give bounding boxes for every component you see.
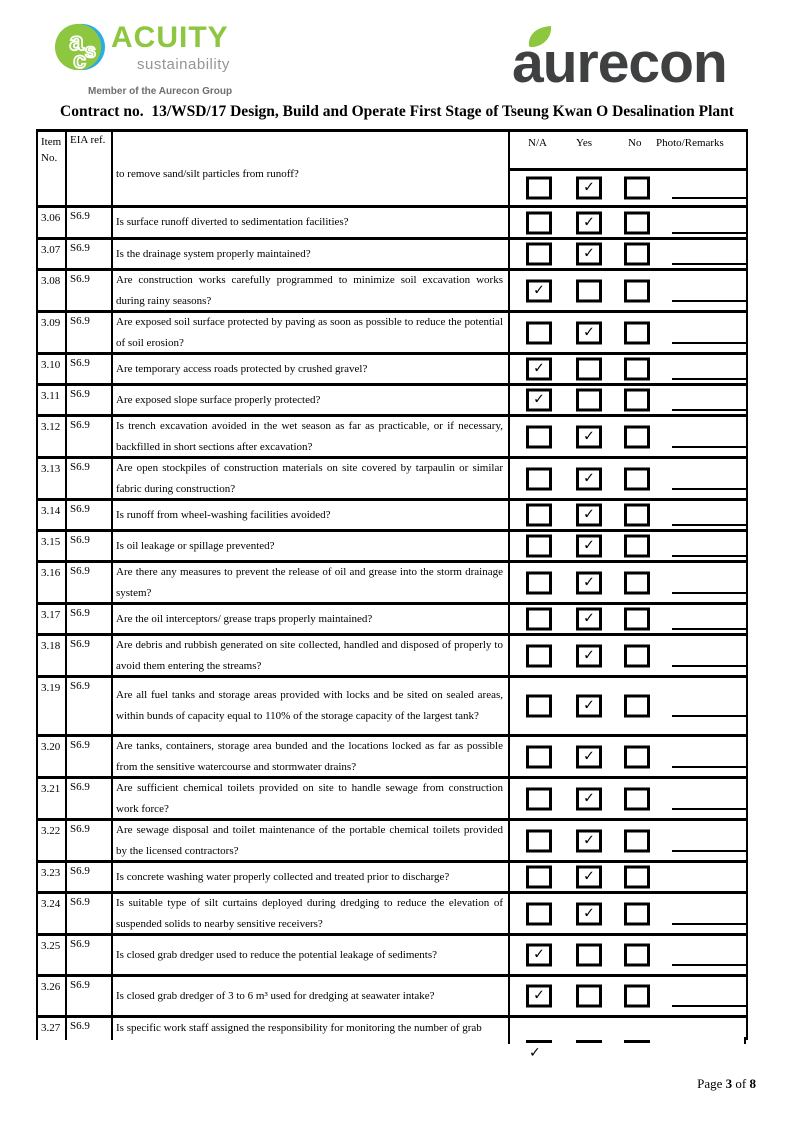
checkbox-na[interactable] [526,644,552,667]
answer-cell [510,636,746,675]
checkbox-yes[interactable] [576,389,602,412]
photo-remarks-line[interactable] [672,488,746,490]
question-cell [113,417,510,456]
item-no: 3.19 [38,678,67,734]
eia-ref: S6.9 [67,894,113,933]
item-no: 3.26 [38,977,67,1015]
col-header-eia: EIA ref. [67,132,113,205]
question-cell [113,386,510,414]
eia-ref: S6.9 [67,936,113,974]
item-no: 3.23 [38,863,67,891]
item-no: 3.27 [38,1018,67,1040]
checkbox-yes[interactable]: ✓ [576,243,602,266]
photo-remarks-line[interactable] [672,555,746,557]
answer-cell [510,459,746,498]
eia-ref: S6.9 [67,1018,113,1040]
checkbox-no[interactable] [624,321,650,344]
question-text: Is specific work staff assigned the responsibility for monitoring the number of grab [116,1022,482,1034]
eia-ref: S6.9 [67,605,113,633]
answer-cell [510,386,746,414]
checkbox-no[interactable] [624,644,650,667]
question-text: Are construction works carefully programmed to minimize soil excavation works during rainy seasons? [116,273,503,307]
checkbox-yes[interactable]: ✓ [576,321,602,344]
question-cell [113,563,510,602]
item-no: 3.09 [38,313,67,352]
photo-remarks-line[interactable] [672,197,746,199]
answer-cell [510,501,746,529]
photo-remarks-line[interactable] [672,964,746,966]
item-no: 3.13 [38,459,67,498]
question-cell [113,636,510,675]
table-header [38,132,746,208]
checkbox-no[interactable] [624,425,650,448]
total-pages: 8 [749,1076,756,1091]
checkbox-yes[interactable]: ✓ [576,695,602,718]
photo-remarks-line[interactable] [672,850,746,852]
eia-ref: S6.9 [67,636,113,675]
eia-ref: S6.9 [67,678,113,734]
checkbox-yes[interactable]: ✓ [576,467,602,490]
col-header-photo: Photo/Remarks [656,137,724,149]
checkbox-top-fragment-no [624,1040,650,1043]
checkbox-na[interactable] [526,243,552,266]
photo-remarks-line[interactable] [672,409,746,411]
eia-ref: S6.9 [67,313,113,352]
checkbox-na[interactable] [526,608,552,631]
checklist-table [36,129,748,1040]
checkbox-yes[interactable]: ✓ [576,745,602,768]
question-text: Is surface runoff diverted to sedimentation facilities? [116,216,349,228]
checkbox-no[interactable] [624,279,650,302]
answer-cell [510,605,746,633]
table-row [38,605,746,636]
answer-cell [510,779,746,818]
eia-ref: S6.9 [67,355,113,383]
checkbox-na[interactable] [526,425,552,448]
photo-remarks-line[interactable] [672,1005,746,1007]
question-cell [113,240,510,268]
photo-remarks-line[interactable] [672,342,746,344]
question-cell [113,894,510,933]
table-row [38,417,746,459]
question-cell [113,737,510,776]
table-row [38,532,746,563]
photo-remarks-line[interactable] [672,715,746,717]
table-body [38,208,746,1018]
item-no: 3.07 [38,240,67,268]
answer-cell [510,313,746,352]
question-text: Are there any measures to prevent the release of oil and grease into the storm drainage system? [116,565,503,599]
question-cell [113,605,510,633]
question-cell [113,936,510,974]
answer-cell [510,863,746,891]
eia-ref: S6.9 [67,417,113,456]
checkbox-na[interactable] [526,745,552,768]
checkbox-na[interactable]: ✓ [526,279,552,302]
photo-remarks-line[interactable] [672,378,746,380]
checkbox-no[interactable] [624,608,650,631]
checkbox-no[interactable] [624,504,650,527]
overflow-checkmark: ✓ [529,1045,541,1061]
eia-ref: S6.9 [67,863,113,891]
question-text: Are tanks, containers, storage area bunded and the locations locked as far as possible from the sensitive watercourse and stormwater drains? [116,739,503,773]
table-row [38,737,746,779]
checkbox-na[interactable] [526,211,552,234]
document-title: Contract no. 13/WSD/17 Design, Build and Operate First Stage of Tseung Kwan O Desalination Plant [60,103,734,120]
checkbox-top-fragment-na [526,1040,552,1043]
checkbox-yes[interactable]: ✓ [576,644,602,667]
table-row [38,636,746,678]
table-row [38,386,746,417]
eia-ref: S6.9 [67,271,113,310]
aurecon-wordmark: aurecon [512,31,727,95]
col-header-no: No [628,137,642,149]
answer-cell [510,355,746,383]
table-row [38,563,746,605]
question-text: Is closed grab dredger used to reduce the potential leakage of sediments? [116,948,438,961]
eia-ref: S6.9 [67,563,113,602]
item-no: 3.14 [38,501,67,529]
checkbox-na[interactable] [526,535,552,558]
eia-ref: S6.9 [67,501,113,529]
eia-ref: S6.9 [67,240,113,268]
col-header-yes: Yes [576,137,593,149]
table-row [38,977,746,1018]
table-row [38,936,746,977]
table-row [38,313,746,355]
question-text: Are the oil interceptors/ grease traps properly maintained? [116,612,373,625]
table-row [38,355,746,386]
photo-remarks-line[interactable] [672,808,746,810]
item-no: 3.22 [38,821,67,860]
checkbox-yes[interactable]: ✓ [576,787,602,810]
acuity-monogram-icon [55,22,105,72]
question-text: Is the drainage system properly maintained? [116,247,311,260]
checkbox-na[interactable] [526,321,552,344]
answer-cell [510,240,746,268]
checkbox-no[interactable] [624,389,650,412]
checkbox-na[interactable] [526,829,552,852]
item-no: 3.17 [38,605,67,633]
checkbox-na[interactable] [526,866,552,889]
continuation-answer-cell [510,171,746,205]
question-text: Is suitable type of silt curtains deployed during dredging to reduce the elevation of suspended solids to nearby sensitive receivers? [116,896,503,930]
eia-ref: S6.9 [67,737,113,776]
question-text: Are exposed slope surface properly protected? [116,393,321,406]
question-cell [113,532,510,560]
checkbox-no[interactable] [624,211,650,234]
checkbox-na[interactable] [526,504,552,527]
checkbox-na[interactable]: ✓ [526,944,552,967]
checkbox-na[interactable] [526,787,552,810]
item-no: 3.11 [38,386,67,414]
answer-cell [510,737,746,776]
checkbox-no[interactable] [624,985,650,1008]
table-row [38,894,746,936]
question-text: Are all fuel tanks and storage areas provided with locks and be sited on sealed areas, within bunds of capacity equal to 110% of the storage capacity of the largest tank? [116,689,503,722]
checkbox-yes[interactable]: ✓ [576,504,602,527]
aurecon-logo [512,26,757,96]
item-no: 3.15 [38,532,67,560]
checkbox-na[interactable] [526,695,552,718]
page-footer [0,1076,756,1092]
checkbox-no[interactable] [624,358,650,381]
table-row [38,501,746,532]
checkbox-na[interactable]: ✓ [526,389,552,412]
continuation-question: to remove sand/silt particles from runoff? [116,168,299,180]
photo-remarks-line[interactable] [672,665,746,667]
question-text: Are temporary access roads protected by crushed gravel? [116,362,368,375]
checkbox-no[interactable] [624,944,650,967]
checkbox-top-fragment-yes [576,1040,602,1043]
table-row [38,863,746,894]
checkbox-no[interactable] [624,902,650,925]
question-text: Is trench excavation avoided in the wet season as far as practicable, or if necessary, backfilled in short sections after excavation? [116,419,503,453]
border-stub [744,1037,746,1044]
checkbox-no[interactable] [624,467,650,490]
item-no: 3.10 [38,355,67,383]
item-no: 3.21 [38,779,67,818]
question-cell [113,208,510,237]
item-no: 3.06 [38,208,67,237]
photo-remarks-line[interactable] [672,592,746,594]
photo-remarks-line[interactable] [672,300,746,302]
question-text: Is runoff from wheel-washing facilities avoided? [116,508,331,521]
checkbox-yes[interactable]: ✓ [576,425,602,448]
checkbox-yes[interactable]: ✓ [576,829,602,852]
acuity-wordmark: ACUITY [111,21,229,54]
question-text: Is concrete washing water properly collected and treated prior to discharge? [116,870,450,883]
checkbox-yes[interactable]: ✓ [576,902,602,925]
item-no: 3.12 [38,417,67,456]
border-stub [508,1037,510,1044]
of-label: of [735,1076,747,1091]
question-text: Are sufficient chemical toilets provided on site to handle sewage from construction work force? [116,781,503,815]
table-row [38,208,746,240]
answer-cell [510,563,746,602]
acuity-logo [55,20,315,102]
photo-remarks-line[interactable] [672,446,746,448]
page-number: 3 [725,1076,733,1091]
checkbox-na[interactable]: ✓ [526,985,552,1008]
item-no: 3.20 [38,737,67,776]
answer-cell [510,417,746,456]
question-cell [113,821,510,860]
checkbox-no[interactable] [624,571,650,594]
checkbox-yes[interactable]: ✓ [576,211,602,234]
question-cell [113,271,510,310]
checkbox-yes[interactable] [576,358,602,381]
question-text: Are debris and rubbish generated on site collected, handled and disposed of properly to avoid them entering the streams? [116,638,503,672]
question-text: Are open stockpiles of construction materials on site covered by tarpaulin or similar fabric during construction? [116,461,503,495]
eia-ref: S6.9 [67,459,113,498]
col-header-na: N/A [528,137,547,149]
checkbox-na[interactable] [526,177,552,200]
eia-ref: S6.9 [67,779,113,818]
eia-ref: S6.9 [67,977,113,1015]
checkbox-yes[interactable] [576,944,602,967]
table-row [38,779,746,821]
question-cell [113,678,510,734]
item-no: 3.16 [38,563,67,602]
checkbox-yes[interactable]: ✓ [576,571,602,594]
answer-cell [510,977,746,1015]
table-row [38,271,746,313]
eia-ref: S6.9 [67,208,113,237]
table-row [38,821,746,863]
svg-text:s: s [84,40,97,63]
eia-ref: S6.9 [67,532,113,560]
answer-cell [510,208,746,237]
checkbox-yes[interactable]: ✓ [576,177,602,200]
item-no: 3.08 [38,271,67,310]
svg-text:c: c [73,47,87,72]
eia-ref: S6.9 [67,386,113,414]
answer-cell [510,821,746,860]
photo-remarks-line[interactable] [672,232,746,234]
answer-cell [510,678,746,734]
acuity-subtitle: sustainability [137,56,230,73]
question-cell [113,459,510,498]
checkbox-no[interactable] [624,866,650,889]
item-no: 3.25 [38,936,67,974]
question-text: Is oil leakage or spillage prevented? [116,539,275,552]
checkbox-na[interactable] [526,571,552,594]
col-header-item: Item No. [38,132,67,205]
checkbox-no[interactable] [624,535,650,558]
photo-remarks-line[interactable] [672,766,746,768]
question-cell [113,313,510,352]
item-no: 3.18 [38,636,67,675]
question-cell [113,779,510,818]
page-label: Page [697,1076,723,1091]
checkbox-yes[interactable]: ✓ [576,608,602,631]
question-text: Is closed grab dredger of 3 to 6 m³ used for dredging at seawater intake? [116,989,435,1002]
table-row [38,240,746,271]
continuation-question-cell [113,132,510,205]
question-cell [113,863,510,891]
answer-cell [510,936,746,974]
checkbox-no[interactable] [624,787,650,810]
table-row [38,678,746,737]
item-no: 3.24 [38,894,67,933]
answer-cell [510,894,746,933]
checkbox-no[interactable] [624,177,650,200]
checkbox-no[interactable] [624,745,650,768]
checkbox-yes[interactable] [576,985,602,1008]
question-cell [113,977,510,1015]
checkbox-yes[interactable]: ✓ [576,866,602,889]
question-cell [113,355,510,383]
answer-header-cell [510,132,746,205]
table-row [38,459,746,501]
answer-cell [510,271,746,310]
row-overflow-fragment [0,1037,794,1073]
checkbox-no[interactable] [624,695,650,718]
photo-remarks-line[interactable] [672,628,746,630]
answer-cell [510,532,746,560]
checkbox-na[interactable] [526,902,552,925]
checkbox-no[interactable] [624,829,650,852]
eia-ref: S6.9 [67,821,113,860]
svg-text:a: a [69,25,84,56]
question-text: Are exposed soil surface protected by paving as soon as possible to reduce the potential of soil erosion? [116,315,503,349]
question-cell [113,501,510,529]
checkbox-na[interactable]: ✓ [526,358,552,381]
checkbox-no[interactable] [624,243,650,266]
answer-column-labels [510,132,746,171]
acuity-tagline: Member of the Aurecon Group [88,86,233,97]
checkbox-yes[interactable] [576,279,602,302]
photo-remarks-line[interactable] [672,524,746,526]
checkbox-yes[interactable]: ✓ [576,535,602,558]
photo-remarks-line[interactable] [672,263,746,265]
photo-remarks-line[interactable] [672,923,746,925]
checkbox-na[interactable] [526,467,552,490]
question-text: Are sewage disposal and toilet maintenance of the portable chemical toilets provided by the licensed contractors? [116,823,503,857]
